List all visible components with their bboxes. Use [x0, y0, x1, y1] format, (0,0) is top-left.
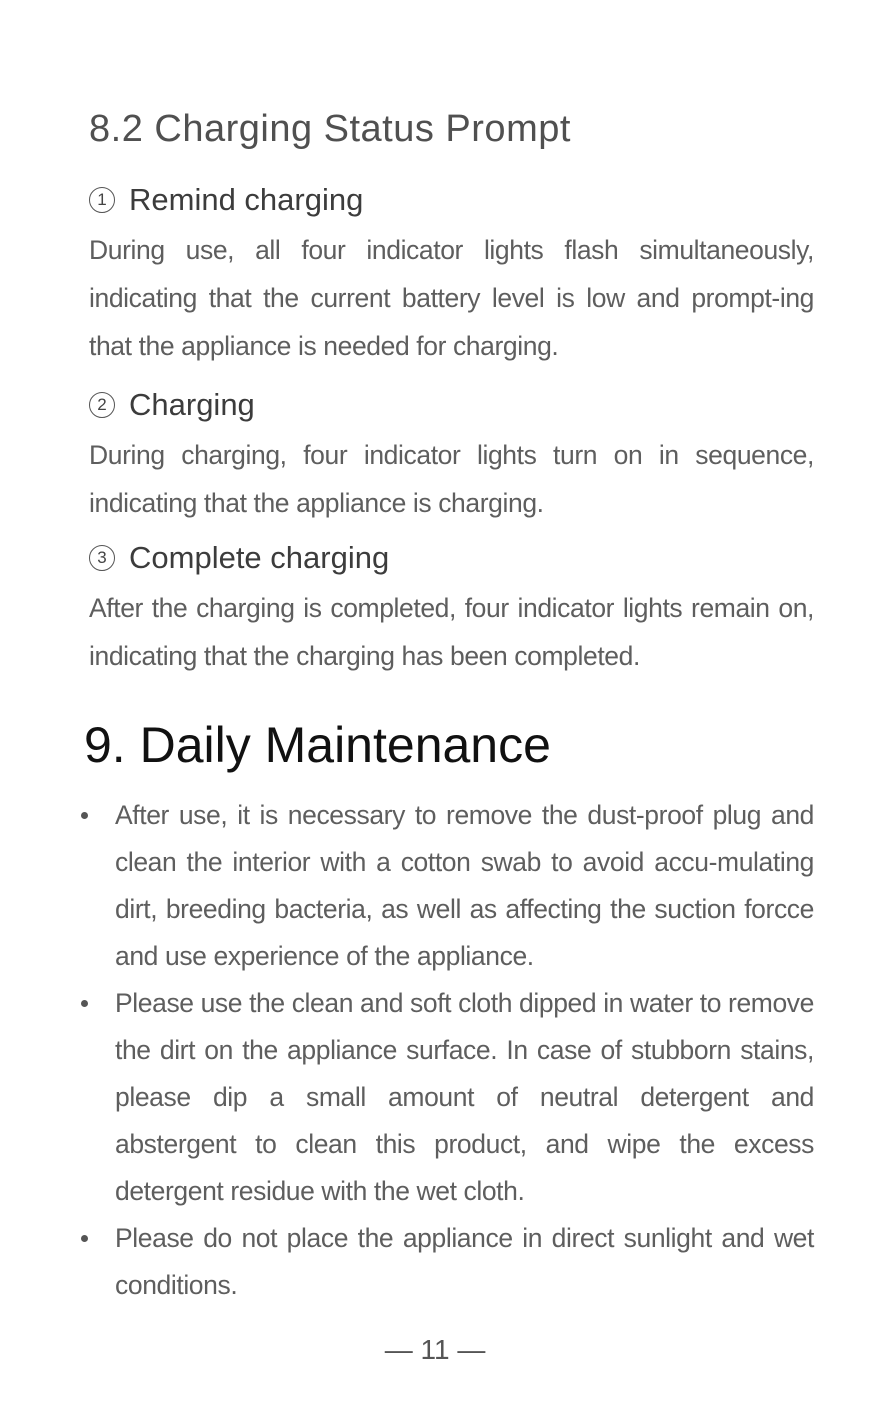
- circled-number-icon: 3: [89, 545, 115, 571]
- status-item-title: Remind charging: [129, 182, 364, 217]
- status-item-title: Complete charging: [129, 540, 390, 575]
- list-item-text: Please use the clean and soft cloth dipped in water to remove the dirt on the appliance surface. In case of stubborn stains, please dip a small amount of neutral detergent and abstergent to clean this product, and wipe the excess detergent residue with the wet cloth.: [115, 988, 814, 1206]
- status-item-heading: [89, 180, 814, 220]
- status-item-heading: [89, 538, 814, 578]
- page-number: — 11 —: [384, 1334, 486, 1365]
- list-item: [77, 1215, 814, 1309]
- status-item-complete-charging: [89, 538, 814, 680]
- maintenance-list: [77, 792, 814, 1309]
- list-item-text: Please do not place the appliance in direct sunlight and wet conditions.: [115, 1223, 814, 1300]
- circled-number-icon: 2: [89, 392, 115, 418]
- bullet-icon: [81, 1000, 88, 1007]
- status-item-charging: [89, 385, 814, 527]
- circled-number-icon: 1: [89, 187, 115, 213]
- status-item-description: During use, all four indicator lights flash simultaneously, indicating that the current battery level is low and prompt-ing that the appliance is needed for charging.: [89, 235, 814, 361]
- bullet-icon: [81, 812, 88, 819]
- chapter-title: 9. Daily Maintenance: [84, 717, 551, 773]
- status-item-remind-charging: [89, 180, 814, 370]
- status-item-heading: [89, 385, 814, 425]
- status-item-title: Charging: [129, 387, 255, 422]
- bullet-icon: [81, 1235, 88, 1242]
- list-item: [77, 980, 814, 1215]
- list-item-text: After use, it is necessary to remove the dust-proof plug and clean the interior with a cotton swab to avoid accu-mulating dirt, breeding bacteria, as well as affecting the suction forcce and use experience of the appliance.: [115, 800, 814, 971]
- list-item: [77, 792, 814, 980]
- status-item-description: After the charging is completed, four indicator lights remain on, indicating that the charging has been completed.: [89, 593, 814, 671]
- section-title: 8.2 Charging Status Prompt: [89, 108, 571, 150]
- status-item-description: During charging, four indicator lights turn on in sequence, indicating that the appliance is charging.: [89, 440, 814, 518]
